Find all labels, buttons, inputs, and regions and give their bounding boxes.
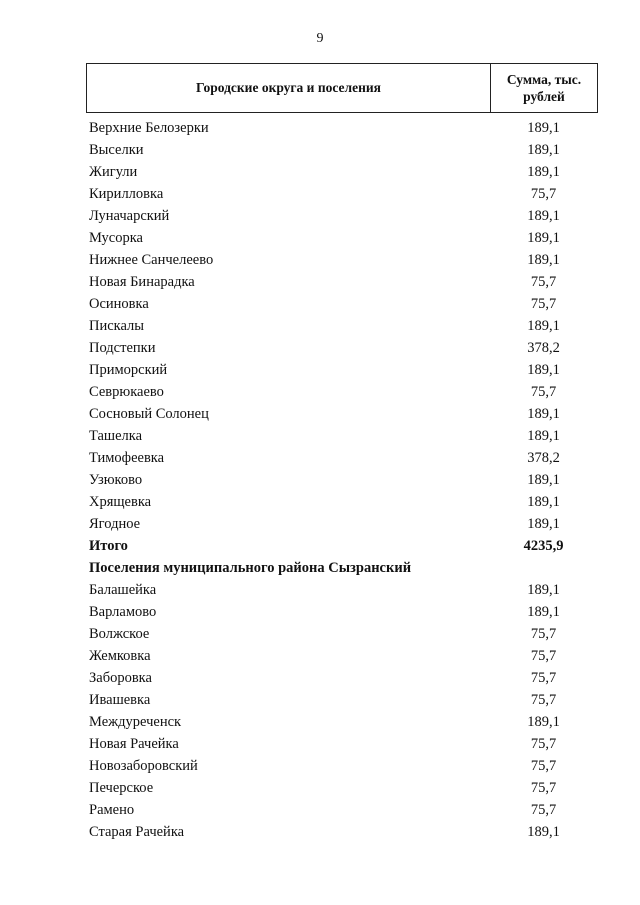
amount-value: 75,7 [530, 802, 557, 818]
total-value: 4235,9 [523, 538, 564, 554]
table-row [86, 293, 598, 315]
amount-value: 75,7 [530, 274, 557, 290]
amount-value: 189,1 [527, 824, 560, 840]
settlement-name: Луначарский [89, 208, 170, 224]
amount-value: 189,1 [527, 582, 560, 598]
amount-value: 189,1 [527, 318, 560, 334]
amount-value: 75,7 [530, 780, 557, 796]
settlement-name: Старая Рачейка [89, 824, 185, 840]
settlement-name: Тимофеевка [89, 450, 165, 466]
settlement-name: Новая Рачейка [89, 736, 179, 752]
amount-value: 75,7 [530, 670, 557, 686]
settlement-name: Пискалы [89, 318, 145, 334]
amount-value: 189,1 [527, 252, 560, 268]
table-row [86, 161, 598, 183]
amount-value: 189,1 [527, 604, 560, 620]
table-row [86, 117, 598, 139]
total-label: Итого [89, 538, 128, 554]
amount-value: 75,7 [530, 626, 557, 642]
amount-value: 189,1 [527, 472, 560, 488]
settlement-name: Печерское [89, 780, 154, 796]
table-row [86, 755, 598, 777]
header-amount: Сумма, тыс. рублей [506, 72, 582, 104]
amount-value: 75,7 [530, 648, 557, 664]
amount-value: 189,1 [527, 494, 560, 510]
table-row [86, 381, 598, 403]
table-row [86, 645, 598, 667]
settlement-name: Приморский [89, 362, 168, 378]
amount-value: 189,1 [527, 362, 560, 378]
settlement-name: Выселки [89, 142, 144, 158]
amount-value: 189,1 [527, 208, 560, 224]
table-row [86, 469, 598, 491]
amount-value: 75,7 [530, 692, 557, 708]
table-row [86, 403, 598, 425]
amount-value: 189,1 [527, 230, 560, 246]
table-row [86, 337, 598, 359]
total-row [86, 535, 598, 557]
amount-value: 189,1 [527, 406, 560, 422]
amount-value: 189,1 [527, 714, 560, 730]
table-header [86, 63, 598, 113]
settlement-name: Хрящевка [89, 494, 152, 510]
amount-value: 189,1 [527, 120, 560, 136]
section-heading: Поселения муниципального района Сызранский [89, 560, 412, 576]
settlement-name: Ягодное [89, 516, 141, 532]
table-row [86, 579, 598, 601]
table-row [86, 249, 598, 271]
settlement-name: Осиновка [89, 296, 149, 312]
settlement-name: Узюково [89, 472, 143, 488]
settlement-name: Верхние Белозерки [89, 120, 209, 136]
header-settlements: Городские округа и поселения [87, 64, 491, 112]
amount-value: 189,1 [527, 142, 560, 158]
table-row [86, 733, 598, 755]
table-row [86, 799, 598, 821]
amount-value: 75,7 [530, 296, 557, 312]
table-row [86, 623, 598, 645]
settlement-name: Подстепки [89, 340, 156, 356]
settlement-name: Ивашевка [89, 692, 151, 708]
amount-value: 189,1 [527, 516, 560, 532]
page-number: 9 [316, 31, 324, 46]
table-row [86, 821, 598, 843]
settlement-name: Волжское [89, 626, 150, 642]
table-row [86, 271, 598, 293]
table-row [86, 447, 598, 469]
amount-value: 189,1 [527, 428, 560, 444]
settlement-name: Ташелка [89, 428, 143, 444]
settlement-name: Сосновый Солонец [89, 406, 209, 422]
table-row [86, 227, 598, 249]
settlement-name: Кирилловка [89, 186, 164, 202]
amount-value: 378,2 [527, 450, 560, 466]
table-row [86, 513, 598, 535]
settlement-name: Жигули [89, 164, 138, 180]
table-row [86, 205, 598, 227]
settlement-name: Междуреченск [89, 714, 182, 730]
settlement-name: Севрюкаево [89, 384, 164, 400]
table-row [86, 315, 598, 337]
table-row [86, 667, 598, 689]
table-row [86, 601, 598, 623]
settlement-name: Варламово [89, 604, 157, 620]
amount-value: 75,7 [530, 186, 557, 202]
amount-value: 75,7 [530, 758, 557, 774]
settlement-name: Новая Бинарадка [89, 274, 195, 290]
settlement-name: Нижнее Санчелеево [89, 252, 214, 268]
table-row [86, 689, 598, 711]
table-row [86, 425, 598, 447]
table-row [86, 711, 598, 733]
settlement-name: Мусорка [89, 230, 143, 246]
table-row [86, 139, 598, 161]
settlement-name: Жемковка [89, 648, 151, 664]
table-row [86, 777, 598, 799]
table-row [86, 491, 598, 513]
settlement-name: Балашейка [89, 582, 157, 598]
amount-value: 75,7 [530, 736, 557, 752]
settlement-name: Заборовка [89, 670, 152, 686]
amount-value: 189,1 [527, 164, 560, 180]
table-row [86, 359, 598, 381]
section-heading-row [86, 557, 598, 579]
settlement-name: Рамено [89, 802, 135, 818]
amount-value: 75,7 [530, 384, 557, 400]
table-body [86, 117, 598, 843]
settlement-name: Новозаборовский [89, 758, 198, 774]
amount-value: 378,2 [527, 340, 560, 356]
table-row [86, 183, 598, 205]
